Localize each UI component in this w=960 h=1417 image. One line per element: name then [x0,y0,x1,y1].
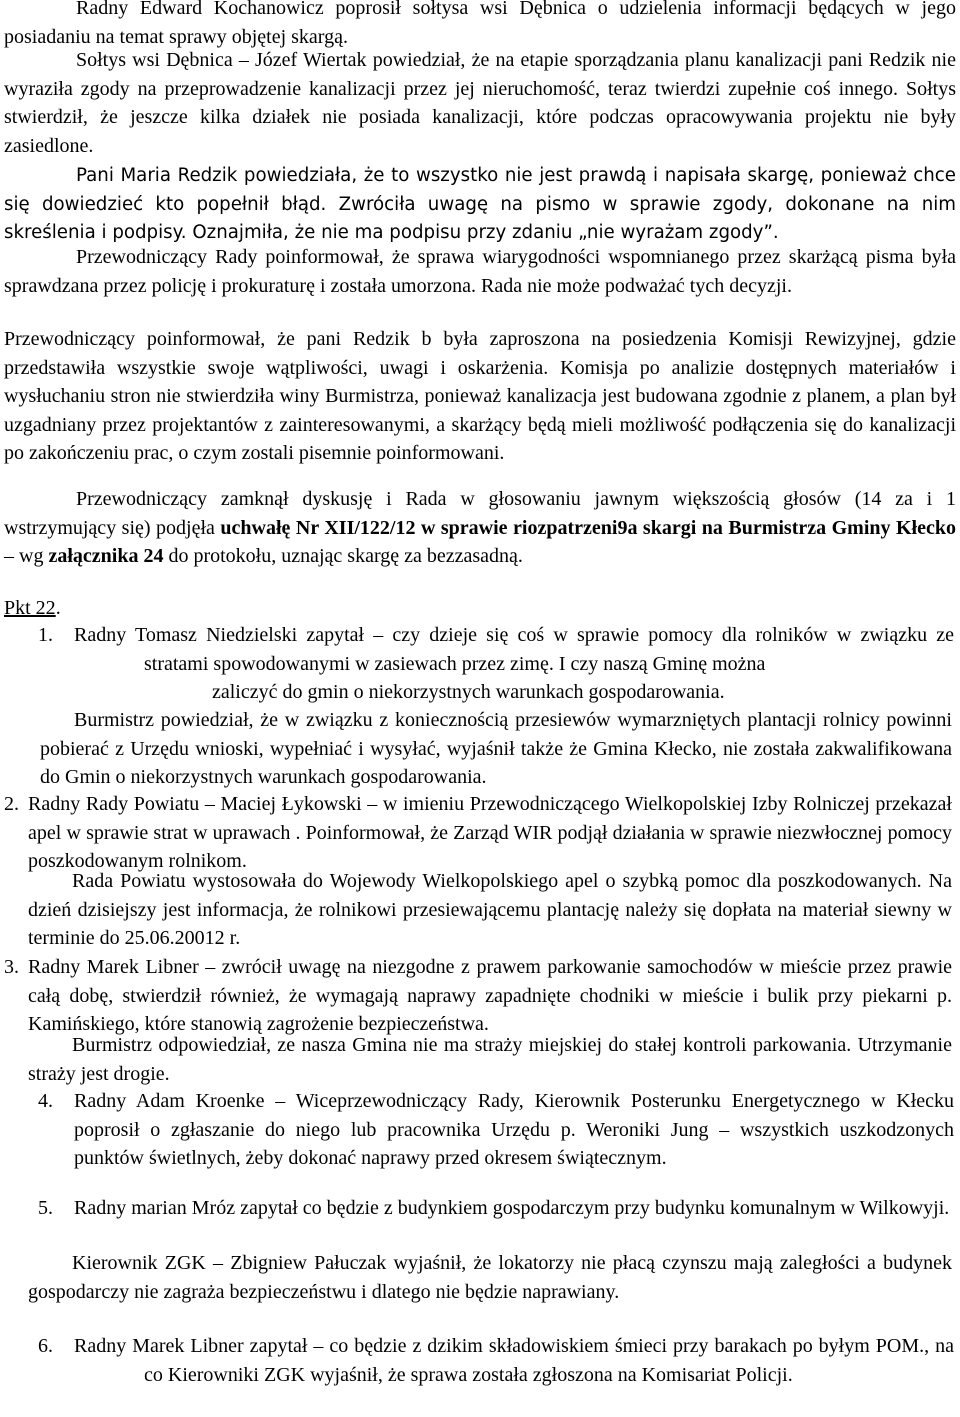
item-2-question: Radny Rady Powiatu – Maciej Łykowski – w imieniu Przewodniczącego Wielkopolskiej Izby Rolniczej przekazał apel w sprawie strat w uprawach . Poinformował, że Zarząd WIR podjął działania w sprawie niezwłocznej pomocy poszkodowanym rolnikom. [28,793,952,873]
paragraph-kochanowicz: Radny Edward Kochanowicz poprosił sołtysa wsi Dębnica o udzielenia informacji będących w jego posiadaniu na temat sprawy objętej skargą. [4,0,956,48]
item-6-number: 6. [38,1335,53,1357]
uchwala-outro: do protokołu, uznając skargę za bezzasadną. [163,545,523,568]
item-4-text: Radny Adam Kroenke – Wiceprzewodniczący Rady, Kierownik Posterunku Energetycznego w Kłecku poprosił o zgłaszanie do niego lub pracownika Urzędu p. Weroniki Jung – wszystkich uszkodzonych punktów świetlnych, żeby dokonać naprawy przed okresem świątecznym. [74,1090,954,1170]
pkt-label: Pkt 22 [4,597,56,619]
item-5-number: 5. [38,1197,53,1219]
item-2-reply: Rada Powiatu wystosowała do Wojewody Wielkopolskiego apel o szybką pomoc dla poszkodowanych. Na dzień dzisiejszy jest informacja, że rolnikowi przesiewającemu plantację należy się dopłata na materiał siewny w terminie do 25.06.20012 r. [28,870,952,950]
item-1-question-tail: zaliczyć do gmin o niekorzystnych warunkach gospodarowania. [212,681,725,703]
item-2-number: 2. [4,793,19,815]
item-4-number: 4. [38,1090,53,1112]
paragraph-redzik: Pani Maria Redzik powiedziała, że to wszystko nie jest prawdą i napisała skargę, ponieważ chce się dowiedzieć kto popełnił błąd. Zwróciła uwagę na pismo w sprawie zgody, dokonane na nim skreślenia i podpisy. Oznajmiła, że nie ma podpisu przy zdaniu „nie wyrażam zgody”. [4,165,956,244]
paragraph-przewodniczacy-rady: Przewodniczący Rady poinformował, że sprawa wiarygodności wspomnianego przez skarżącą pisma była sprawdzana przez policję i prokuraturę i została umorzona. Rada nie może podważać tych decyzji. [4,246,956,297]
item-1-reply: Burmistrz powiedział, że w związku z koniecznością przesiewów wymarzniętych plantacji rolnicy powinni pobierać z Urzędu wnioski, wypełniać i wysyłać, wyjaśnił także że Gmina Kłecko, nie została zakwalifikowana do Gmin o niekorzystnych warunkach gospodarowania. [40,709,952,789]
item-6-text: Radny Marek Libner zapytał – co będzie z dzikim składowiskiem śmieci przy barakach po byłym POM., na co Kierowniki ZGK wyjaśnił, że sprawa została zgłoszona na Komisariat Policji. [74,1335,954,1386]
pkt-heading [4,594,61,623]
item-3-reply: Burmistrz odpowiedział, ze nasza Gmina nie ma straży miejskiej do stałej kontroli parkowania. Utrzymanie straży jest drogie. [28,1034,952,1085]
attachment-ref: załącznika 24 [48,545,164,568]
paragraph-uchwala [4,485,956,571]
paragraph-komisja-rewizyjna: Przewodniczący poinformował, że pani Redzik b była zaproszona na posiedzenia Komisji Rewizyjnej, gdzie przedstawiła wszystkie swoje wątpliwości, uwagi i oskarżenia. Komisja po analizie dostępnych materiałów i wysłuchaniu stron nie stwierdziła winy Burmistrza, ponieważ kanalizacja jest budowana zgodnie z planem, a plan był uzgadniany przez projektantów z zainteresowanymi, a skarżący będą mieli możliwość podłączenia się do kanalizacji po zakończeniu prac, o czym zostali pisemnie poinformowani. [4,328,956,465]
item-3-number: 3. [4,956,19,978]
item-1-question: Radny Tomasz Niedzielski zapytał – czy dzieje się coś w sprawie pomocy dla rolników w związku ze stratami spowodowanymi w zasiewach przez zimę. I czy naszą Gminę można [74,624,954,675]
item-3-question: Radny Marek Libner – zwrócił uwagę na niezgodne z prawem parkowanie samochodów w mieście przez prawie całą dobę, stwierdził również, że wymagają naprawy zapadnięte chodniki w mieście i bulik przy piekarni p. Kamińskiego, które stanowią zagrożenie bezpieczeństwa. [28,956,952,1036]
uchwala-mid: – wg [4,545,49,568]
uchwala-intro: Przewodniczący zamknął dyskusję i Rada w głosowaniu jawnym większością głosów (14 za i 1 wstrzymujący się) podjęła [4,488,956,539]
item-5-text: Radny marian Mróz zapytał co będzie z budynkiem gospodarczym przy budynku komunalnym w Wilkowyji. [74,1197,950,1219]
item-1-number: 1. [38,624,53,646]
paragraph-wiertak-text: Sołtys wsi Dębnica – Józef Wiertak powiedział, że na etapie sporządzania planu kanalizacji pani Redzik nie wyraziła zgody na przeprowadzenie kanalizacji przez jej nieruchomość, teraz twierdzi zupełnie coś innego. Sołtys stwierdził, że jeszcze kilka działek nie posiada kanalizacji, które podczas opracowywania projektu nie były zasiedlone. [4,49,956,157]
uchwala-title: uchwałę Nr XII/122/12 w sprawie riozpatrzeni9a skargi na Burmistrza Gminy Kłecko [220,516,956,539]
paragraph-wiertak [4,46,956,160]
item-5-reply: Kierownik ZGK – Zbigniew Pałuczak wyjaśnił, że lokatorzy nie płacą czynszu mają zaległości a budynek gospodarczy nie zagraża bezpieczeństwu i dlatego nie będzie naprawiany. [28,1252,952,1303]
pkt-dot: . [55,597,61,619]
